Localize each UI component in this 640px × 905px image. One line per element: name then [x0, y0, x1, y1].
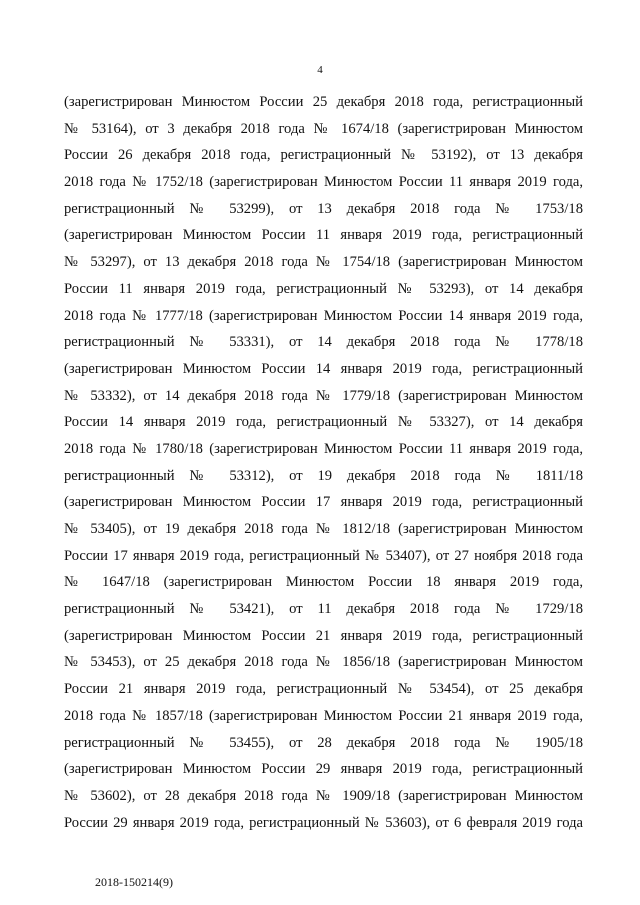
text-line: (зарегистрирован Минюстом России 14 января 2019 года, регистрационный — [64, 360, 583, 377]
text-line: России 21 января 2019 года, регистрационный № 53454), от 25 декабря — [64, 681, 583, 698]
text-line: № 53332), от 14 декабря 2018 года № 1779/18 (зарегистрирован Минюстом — [64, 387, 583, 404]
text-line: (зарегистрирован Минюстом России 25 декабря 2018 года, регистрационный — [64, 94, 583, 110]
text-line: России 11 января 2019 года, регистрационный № 53293), от 14 декабря — [64, 280, 583, 297]
text-line: (зарегистрирован Минюстом России 29 января 2019 года, регистрационный — [64, 761, 583, 778]
text-line: регистрационный № 53312), от 19 декабря 2018 года № 1811/18 — [64, 467, 583, 484]
document-code: 2018-150214(9) — [95, 875, 173, 889]
text-line: регистрационный № 53421), от 11 декабря 2018 года № 1729/18 — [64, 601, 583, 618]
text-line: России 17 января 2019 года, регистрационный № 53407), от 27 ноября 2018 года — [64, 547, 583, 564]
text-line: 2018 года № 1780/18 (зарегистрирован Минюстом России 11 января 2019 года, — [64, 440, 583, 457]
text-line: регистрационный № 53455), от 28 декабря 2018 года № 1905/18 — [64, 734, 583, 751]
text-line: (зарегистрирован Минюстом России 11 января 2019 года, регистрационный — [64, 227, 583, 244]
text-line: 2018 года № 1752/18 (зарегистрирован Минюстом России 11 января 2019 года, — [64, 174, 583, 191]
text-line: № 1647/18 (зарегистрирован Минюстом России 18 января 2019 года, — [64, 574, 583, 591]
body-text — [64, 89, 583, 836]
text-line: 2018 года № 1857/18 (зарегистрирован Минюстом России 21 января 2019 года, — [64, 707, 583, 724]
text-line: № 53453), от 25 декабря 2018 года № 1856/18 (зарегистрирован Минюстом — [64, 654, 583, 671]
page-number: 4 — [317, 64, 323, 76]
text-line: (зарегистрирован Минюстом России 21 января 2019 года, регистрационный — [64, 627, 583, 644]
text-line: № 53164), от 3 декабря 2018 года № 1674/18 (зарегистрирован Минюстом — [64, 120, 583, 137]
text-line: регистрационный № 53299), от 13 декабря 2018 года № 1753/18 — [64, 200, 583, 217]
text-line: России 29 января 2019 года, регистрационный № 53603), от 6 февраля 2019 года — [64, 814, 583, 831]
text-line: России 14 января 2019 года, регистрационный № 53327), от 14 декабря — [64, 414, 583, 431]
text-line: (зарегистрирован Минюстом России 17 января 2019 года, регистрационный — [64, 494, 583, 511]
text-line: России 26 декабря 2018 года, регистрационный № 53192), от 13 декабря — [64, 147, 583, 164]
text-line: 2018 года № 1777/18 (зарегистрирован Минюстом России 14 января 2019 года, — [64, 307, 583, 324]
text-line: № 53405), от 19 декабря 2018 года № 1812/18 (зарегистрирован Минюстом — [64, 521, 583, 537]
text-line: № 53602), от 28 декабря 2018 года № 1909/18 (зарегистрирован Минюстом — [64, 787, 583, 804]
text-line: № 53297), от 13 декабря 2018 года № 1754/18 (зарегистрирован Минюстом — [64, 254, 583, 271]
text-line: регистрационный № 53331), от 14 декабря 2018 года № 1778/18 — [64, 334, 583, 351]
